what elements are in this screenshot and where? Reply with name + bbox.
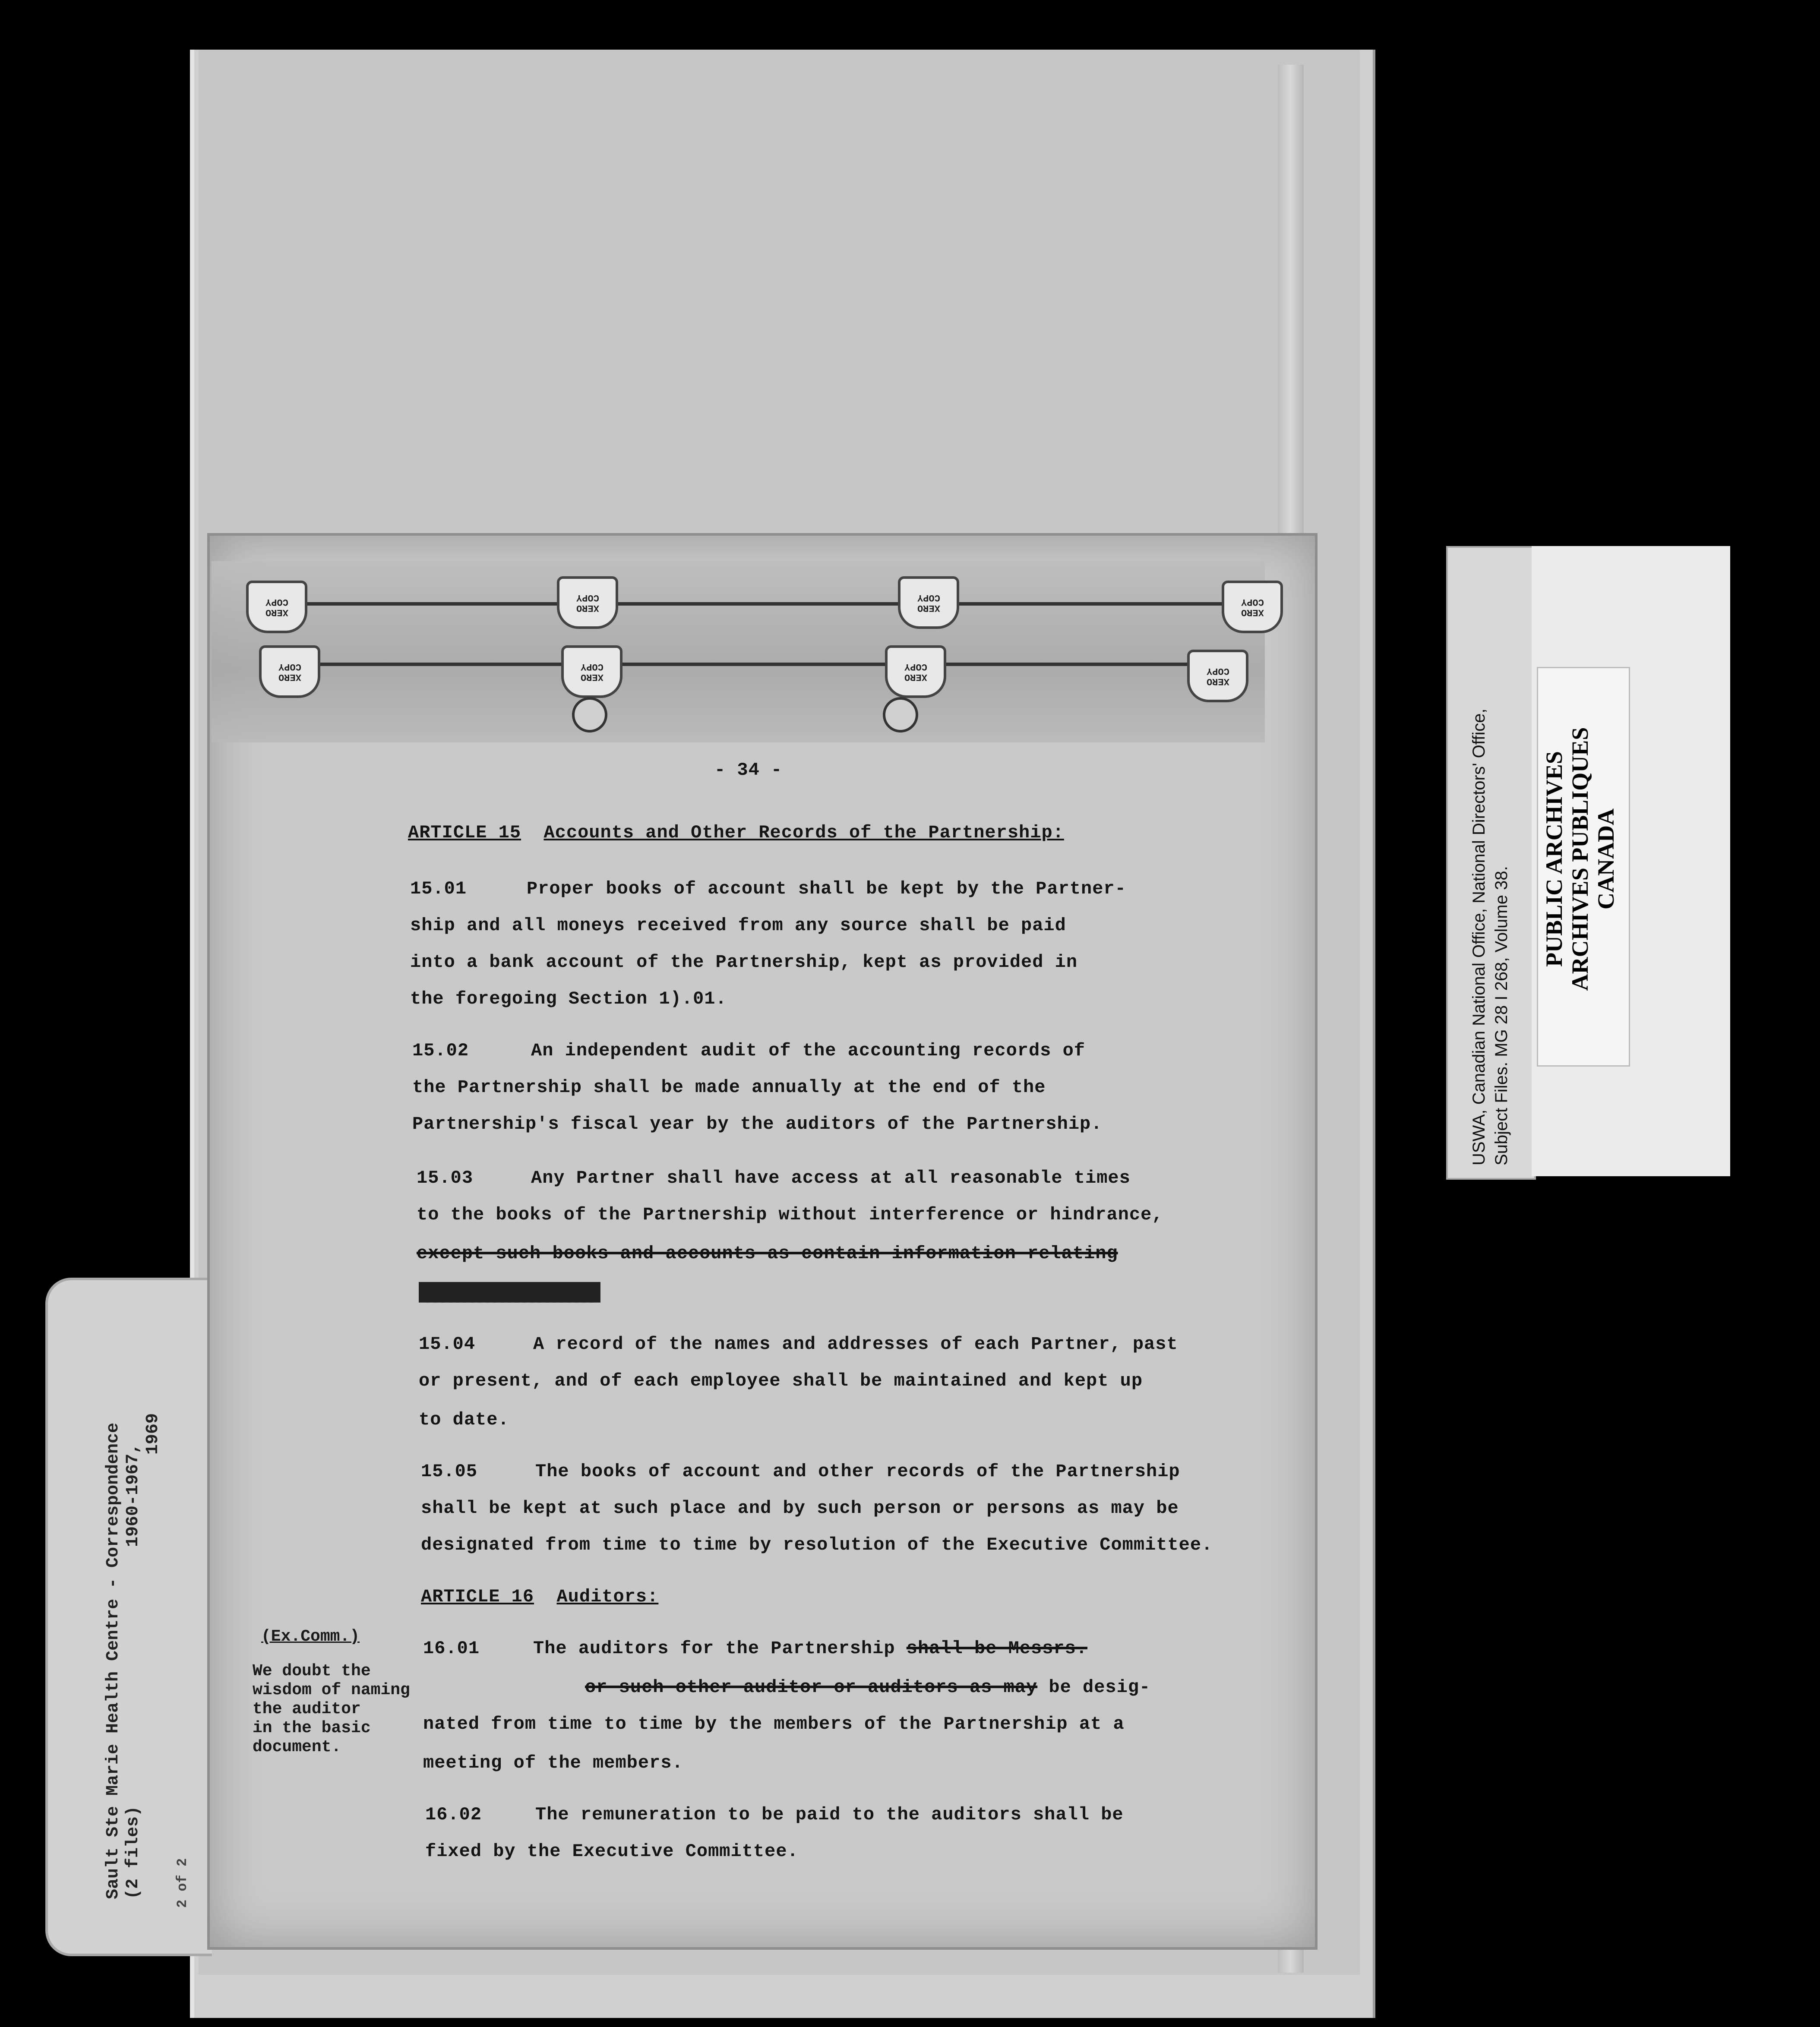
section-15-04-line: or present, and of each employee shall be maintained and kept up: [419, 1370, 1143, 1391]
section-15-01-number: 15.01: [410, 878, 467, 899]
xerox-stamp: XERO COPY: [1187, 650, 1248, 702]
xerox-stamp: XERO COPY: [898, 576, 959, 629]
xerox-stamp: XERO COPY: [557, 576, 618, 629]
xerox-stamp: XERO COPY: [259, 645, 320, 698]
tape-strip-bottom: [302, 663, 1230, 666]
section-16-02-line: The remuneration to be paid to the auditors shall be: [535, 1804, 1124, 1825]
section-15-05-line: designated from time to time by resolution of the Executive Committee.: [421, 1534, 1213, 1555]
struck-text: except such books and accounts as contain information relating: [417, 1243, 1118, 1264]
section-16-01-number: 16.01: [423, 1638, 480, 1659]
article-16-heading: ARTICLE 16 Auditors:: [421, 1586, 659, 1607]
tape-strip-top: [268, 602, 1261, 606]
section-16-02-number: 16.02: [425, 1804, 482, 1825]
section-15-01-line: Proper books of account shall be kept by the Partner-: [527, 878, 1126, 899]
section-15-01-line: ship and all moneys received from any source shall be paid: [410, 915, 1066, 936]
section-15-05-line: shall be kept at such place and by such person or persons as may be: [421, 1498, 1179, 1519]
section-15-04-number: 15.04: [419, 1334, 476, 1354]
section-16-01-line: The auditors for the Partnership shall be Messrs.: [533, 1638, 1088, 1659]
redacted-bar: ████████████████████████: [419, 1282, 597, 1303]
section-16-02-line: fixed by the Executive Committee.: [425, 1841, 799, 1862]
archive-label-text: USWA, Canadian National Office, National Directors' Office, Subject Files. MG 28 I 268, Volume 38.: [1469, 708, 1511, 1165]
xerox-stamp: XERO COPY: [246, 581, 307, 633]
section-16-01-line: meeting of the members.: [423, 1752, 683, 1773]
section-15-05-line: The books of account and other records of the Partnership: [535, 1461, 1180, 1482]
section-15-03-number: 15.03: [417, 1168, 474, 1188]
section-15-04-line: to date.: [419, 1409, 509, 1430]
margin-note: We doubt the wisdom of naming the auditor in the basic document.: [253, 1662, 410, 1756]
punch-hole: [572, 697, 607, 732]
section-15-04-line: A record of the names and addresses of each Partner, past: [533, 1334, 1178, 1354]
section-15-03-line: to the books of the Partnership without interference or hindrance,: [417, 1204, 1163, 1225]
section-15-05-number: 15.05: [421, 1461, 478, 1482]
public-archives-text: PUBLIC ARCHIVES ARCHIVES PUBLIQUES CANADA: [1541, 727, 1619, 991]
folder-tab-text: Sault Ste Marie Health Centre - Correspondence (2 files)1960-1967, 1969: [104, 1413, 163, 1899]
section-15-02-line: the Partnership shall be made annually at the end of the: [412, 1077, 1046, 1098]
punch-hole: [883, 697, 918, 732]
section-16-01-line: nated from time to time by the members of the Partnership at a: [423, 1714, 1125, 1734]
xerox-stamp: XERO COPY: [885, 645, 946, 698]
margin-note-title: (Ex.Comm.): [261, 1627, 360, 1646]
section-15-03-line: Any Partner shall have access at all reasonable times: [531, 1168, 1131, 1188]
page-shading: [212, 561, 1265, 742]
folder-tab-part: 2 of 2: [174, 1858, 190, 1908]
section-15-02-line: Partnership's fiscal year by the auditors of the Partnership.: [412, 1114, 1103, 1134]
page-number: - 34 -: [714, 760, 783, 780]
xerox-stamp: XERO COPY: [1222, 581, 1283, 633]
section-15-01-line: into a bank account of the Partnership, kept as provided in: [410, 952, 1078, 972]
section-15-02-line: An independent audit of the accounting records of: [531, 1040, 1086, 1061]
section-16-01-line: or such other auditor or auditors as may be desig-: [585, 1677, 1151, 1698]
section-15-01-line: the foregoing Section 1).01.: [410, 988, 727, 1009]
xerox-stamp: XERO COPY: [561, 645, 622, 698]
article-15-heading: ARTICLE 15 Accounts and Other Records of the Partnership:: [408, 822, 1064, 843]
section-15-02-number: 15.02: [412, 1040, 469, 1061]
